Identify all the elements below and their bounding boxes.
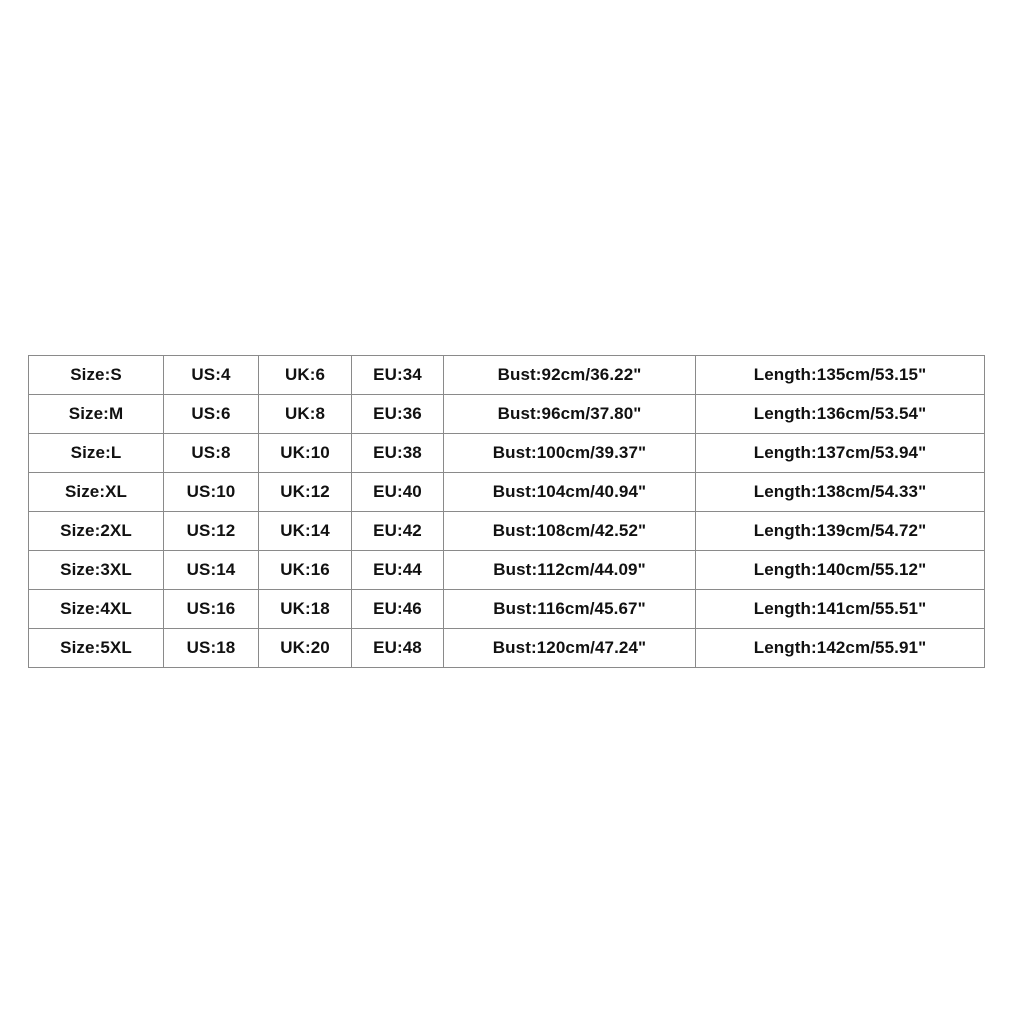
- size-cell: Size:2XL: [29, 512, 164, 551]
- size-cell: Size:5XL: [29, 629, 164, 668]
- us-size-cell: US:16: [164, 590, 259, 629]
- eu-size-cell: EU:38: [352, 434, 444, 473]
- us-size-cell: US:8: [164, 434, 259, 473]
- table-row: [29, 512, 985, 551]
- length-cell: Length:135cm/53.15": [696, 356, 985, 395]
- length-cell: Length:142cm/55.91": [696, 629, 985, 668]
- table-row: [29, 395, 985, 434]
- length-cell: Length:138cm/54.33": [696, 473, 985, 512]
- size-cell: Size:M: [29, 395, 164, 434]
- eu-size-cell: EU:46: [352, 590, 444, 629]
- size-cell: Size:4XL: [29, 590, 164, 629]
- eu-size-cell: EU:40: [352, 473, 444, 512]
- us-size-cell: US:14: [164, 551, 259, 590]
- bust-cell: Bust:104cm/40.94": [444, 473, 696, 512]
- table-row: [29, 590, 985, 629]
- length-cell: Length:141cm/55.51": [696, 590, 985, 629]
- us-size-cell: US:12: [164, 512, 259, 551]
- length-cell: Length:137cm/53.94": [696, 434, 985, 473]
- eu-size-cell: EU:36: [352, 395, 444, 434]
- uk-size-cell: UK:20: [259, 629, 352, 668]
- eu-size-cell: EU:34: [352, 356, 444, 395]
- length-cell: Length:139cm/54.72": [696, 512, 985, 551]
- size-cell: Size:3XL: [29, 551, 164, 590]
- us-size-cell: US:18: [164, 629, 259, 668]
- size-cell: Size:L: [29, 434, 164, 473]
- eu-size-cell: EU:42: [352, 512, 444, 551]
- uk-size-cell: UK:10: [259, 434, 352, 473]
- bust-cell: Bust:120cm/47.24": [444, 629, 696, 668]
- table-row: [29, 629, 985, 668]
- bust-cell: Bust:100cm/39.37": [444, 434, 696, 473]
- uk-size-cell: UK:18: [259, 590, 352, 629]
- bust-cell: Bust:92cm/36.22": [444, 356, 696, 395]
- us-size-cell: US:4: [164, 356, 259, 395]
- bust-cell: Bust:112cm/44.09": [444, 551, 696, 590]
- uk-size-cell: UK:12: [259, 473, 352, 512]
- table-row: [29, 434, 985, 473]
- uk-size-cell: UK:8: [259, 395, 352, 434]
- uk-size-cell: UK:16: [259, 551, 352, 590]
- size-cell: Size:XL: [29, 473, 164, 512]
- bust-cell: Bust:108cm/42.52": [444, 512, 696, 551]
- bust-cell: Bust:96cm/37.80": [444, 395, 696, 434]
- length-cell: Length:140cm/55.12": [696, 551, 985, 590]
- bust-cell: Bust:116cm/45.67": [444, 590, 696, 629]
- eu-size-cell: EU:48: [352, 629, 444, 668]
- size-cell: Size:S: [29, 356, 164, 395]
- uk-size-cell: UK:6: [259, 356, 352, 395]
- table-row: [29, 551, 985, 590]
- eu-size-cell: EU:44: [352, 551, 444, 590]
- table-row: [29, 356, 985, 395]
- uk-size-cell: UK:14: [259, 512, 352, 551]
- length-cell: Length:136cm/53.54": [696, 395, 985, 434]
- table-row: [29, 473, 985, 512]
- us-size-cell: US:10: [164, 473, 259, 512]
- us-size-cell: US:6: [164, 395, 259, 434]
- size-chart-table: [28, 355, 985, 668]
